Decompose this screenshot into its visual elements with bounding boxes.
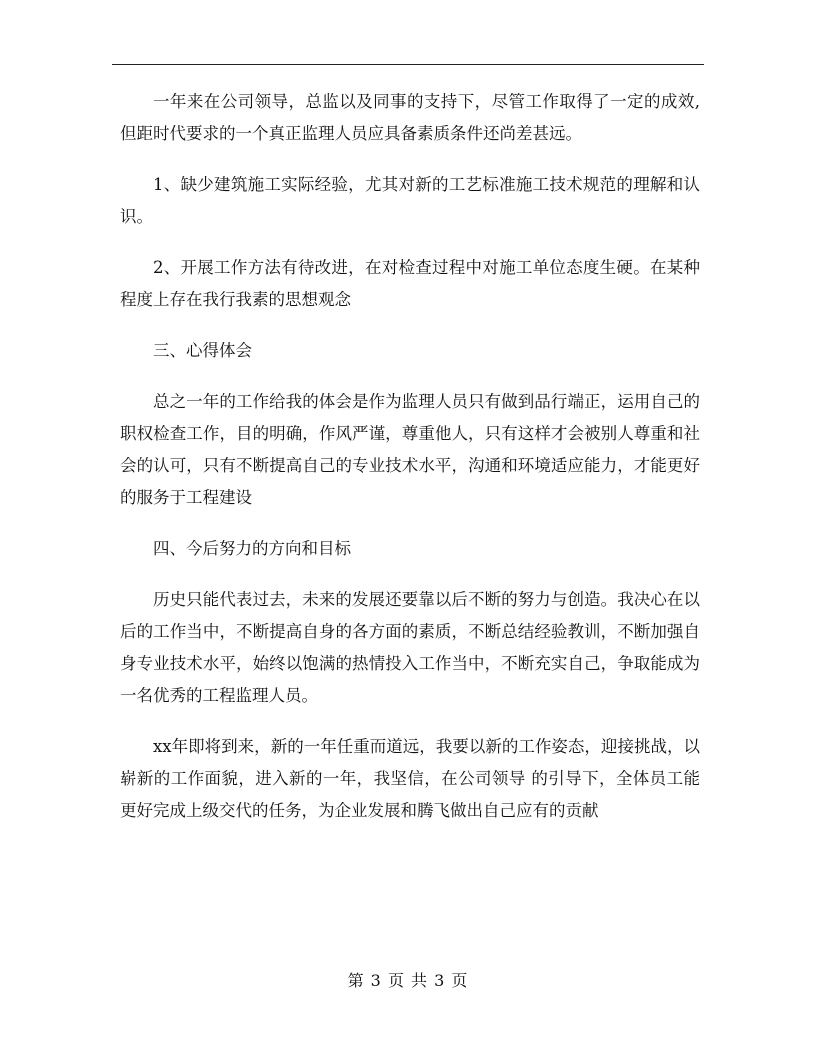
paragraph-closing: xx年即将到来，新的一年任重而道远，我要以新的工作姿态，迎接挑战，以崭新的工作面貌，进入新的一年，我坚信，在公司领导 的引导下，全体员工能更好完成上级交代的任务，为企业发展和腾飞做出自己应有的贡献 bbox=[120, 737, 700, 820]
section-heading-goals: 四、今后努力的方向和目标 bbox=[153, 539, 351, 558]
paragraph-shortcoming-2: 2、开展工作方法有待改进，在对检查过程中对施工单位态度生硬。在某种程度上存在我行我素的思想观念 bbox=[120, 258, 700, 309]
header-rule bbox=[112, 64, 704, 65]
document-body bbox=[120, 86, 700, 846]
page-number-label: 第 3 页 共 3 页 bbox=[347, 971, 469, 990]
paragraph-shortcoming-1: 1、缺少建筑施工实际经验，尤其对新的工艺标准施工技术规范的理解和认识。 bbox=[120, 175, 700, 226]
page-footer bbox=[0, 968, 816, 991]
section-heading-experience: 三、心得体会 bbox=[153, 341, 252, 360]
paragraph-goals: 历史只能代表过去，未来的发展还要靠以后不断的努力与创造。我决心在以后的工作当中，不断提高自身的各方面的素质，不断总结经验教训，不断加强自身专业技术水平，始终以饱满的热情投入工作当中，不断充实自己，争取能成为一名优秀的工程监理人员。 bbox=[120, 590, 700, 705]
paragraph-summary: 一年来在公司领导，总监以及同事的支持下，尽管工作取得了一定的成效,但距时代要求的一个真正监理人员应具备素质条件还尚差甚远。 bbox=[120, 92, 700, 143]
paragraph-experience: 总之一年的工作给我的体会是作为监理人员只有做到品行端正，运用自己的职权检查工作，目的明确，作风严谨，尊重他人，只有这样才会被别人尊重和社会的认可，只有不断提高自己的专业技术水平，沟通和环境适应能力，才能更好的服务于工程建设 bbox=[120, 392, 700, 507]
